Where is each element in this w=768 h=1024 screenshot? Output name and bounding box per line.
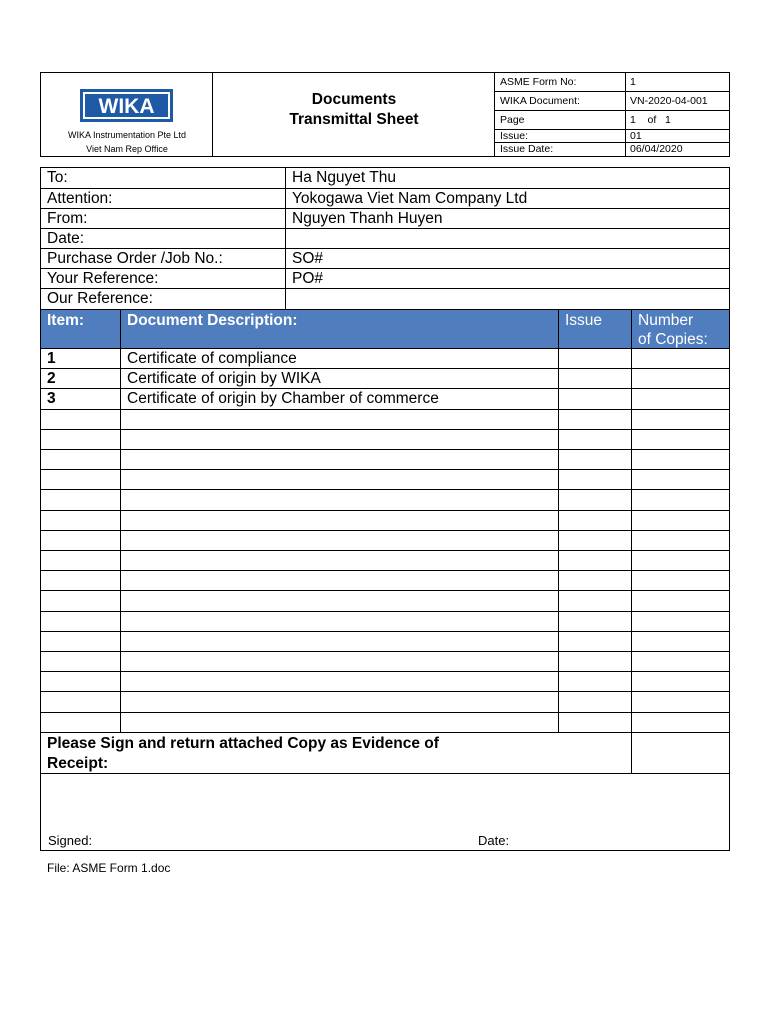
sign-instruction-row	[41, 733, 729, 774]
logo-cell	[41, 73, 213, 156]
item-description[interactable]	[121, 591, 559, 611]
item-number[interactable]	[41, 713, 121, 732]
transmittal-table	[40, 167, 730, 851]
meta-label: WIKA Document:	[495, 92, 626, 110]
item-number[interactable]	[41, 612, 121, 631]
item-number[interactable]	[41, 571, 121, 590]
item-issue[interactable]	[559, 571, 632, 590]
item-number[interactable]	[41, 632, 121, 651]
item-copies[interactable]	[632, 369, 729, 388]
info-label: Date:	[41, 229, 286, 248]
item-copies[interactable]	[632, 672, 729, 691]
sign-instruction	[41, 733, 632, 773]
column-header-copies-line1: Number	[638, 312, 694, 329]
date-label: Date:	[478, 833, 510, 848]
item-row	[41, 571, 729, 591]
item-issue[interactable]	[559, 410, 632, 429]
item-number[interactable]	[41, 531, 121, 550]
column-header-item: Item:	[41, 310, 121, 348]
meta-value: 1 of 1	[630, 114, 671, 126]
sign-check-cell[interactable]	[632, 733, 729, 773]
item-copies[interactable]	[632, 450, 729, 469]
item-row	[41, 591, 729, 612]
item-description[interactable]	[121, 410, 559, 429]
item-issue[interactable]	[559, 551, 632, 570]
meta-label: Issue Date:	[495, 143, 626, 156]
item-copies[interactable]	[632, 652, 729, 671]
item-number[interactable]	[41, 410, 121, 429]
item-copies[interactable]	[632, 531, 729, 550]
item-description[interactable]	[121, 430, 559, 449]
signed-label: Signed:	[48, 833, 93, 848]
info-label: Your Reference:	[41, 269, 286, 288]
item-number[interactable]	[41, 450, 121, 469]
company-name: WIKA Instrumentation Pte Ltd	[67, 130, 187, 140]
footer-file-name: File: ASME Form 1.doc	[47, 861, 171, 875]
meta-row-issue	[495, 130, 729, 143]
item-number[interactable]	[41, 591, 121, 611]
item-row	[41, 612, 729, 632]
item-row	[41, 470, 729, 490]
item-number[interactable]	[41, 470, 121, 489]
info-value[interactable]: Nguyen Thanh Huyen	[292, 210, 443, 227]
item-row	[41, 511, 729, 531]
item-description[interactable]	[121, 672, 559, 691]
item-issue[interactable]	[559, 349, 632, 368]
item-copies[interactable]	[632, 389, 729, 409]
sign-instruction-line2: Receipt:	[47, 755, 109, 772]
item-description[interactable]	[121, 531, 559, 550]
item-number[interactable]	[41, 692, 121, 712]
item-copies[interactable]	[632, 410, 729, 429]
document-header	[40, 72, 730, 157]
info-value[interactable]: Ha Nguyet Thu	[292, 169, 396, 186]
meta-label: Page	[495, 111, 626, 129]
item-issue[interactable]	[559, 511, 632, 530]
item-description[interactable]	[121, 470, 559, 489]
item-row	[41, 430, 729, 450]
item-description[interactable]	[121, 692, 559, 712]
item-description[interactable]	[121, 551, 559, 570]
item-row	[41, 692, 729, 713]
logo-text: WIKA	[98, 95, 155, 118]
info-value[interactable]: Yokogawa Viet Nam Company Ltd	[292, 190, 528, 207]
info-value[interactable]	[286, 229, 729, 248]
item-row	[41, 531, 729, 551]
item-number[interactable]	[41, 652, 121, 671]
item-description[interactable]	[121, 713, 559, 732]
meta-label: Issue:	[495, 130, 626, 142]
item-number[interactable]: 2	[41, 369, 121, 388]
document-meta-table	[495, 73, 729, 156]
item-row	[41, 389, 729, 410]
item-copies[interactable]	[632, 591, 729, 611]
item-row	[41, 713, 729, 733]
document-title-line2: Transmittal Sheet	[289, 111, 419, 128]
item-issue[interactable]	[559, 713, 632, 732]
item-row	[41, 672, 729, 692]
item-issue[interactable]	[559, 591, 632, 611]
item-copies[interactable]	[632, 511, 729, 530]
info-row-purchase-order	[41, 249, 729, 269]
info-row-our-reference	[41, 289, 729, 310]
item-issue[interactable]	[559, 531, 632, 550]
item-description[interactable]	[121, 511, 559, 530]
item-row	[41, 652, 729, 672]
item-row	[41, 349, 729, 369]
meta-value: 1	[630, 76, 636, 88]
item-number[interactable]: 3	[41, 389, 121, 409]
item-description[interactable]: Certificate of origin by WIKA	[121, 369, 559, 388]
item-row	[41, 632, 729, 652]
item-copies[interactable]	[632, 490, 729, 510]
meta-label: ASME Form No:	[495, 73, 626, 91]
item-row	[41, 410, 729, 430]
item-copies[interactable]	[632, 692, 729, 712]
column-header-issue: Issue	[559, 310, 632, 348]
item-copies[interactable]	[632, 632, 729, 651]
signature-area	[41, 774, 729, 850]
meta-row-form-no	[495, 73, 729, 92]
sign-instruction-line1: Please Sign and return attached Copy as Evidence of	[47, 735, 439, 752]
item-copies[interactable]	[632, 713, 729, 732]
item-issue[interactable]	[559, 450, 632, 469]
item-copies[interactable]	[632, 571, 729, 590]
info-row-your-reference	[41, 269, 729, 289]
meta-row-issue-date	[495, 143, 729, 156]
item-description[interactable]	[121, 490, 559, 510]
meta-row-document	[495, 92, 729, 111]
info-row-from	[41, 209, 729, 229]
meta-row-page	[495, 111, 729, 130]
item-copies[interactable]	[632, 612, 729, 631]
item-issue[interactable]	[559, 692, 632, 712]
item-number[interactable]	[41, 511, 121, 530]
meta-value: 06/04/2020	[630, 143, 683, 155]
item-issue[interactable]	[559, 612, 632, 631]
info-label: From:	[41, 209, 286, 228]
meta-value: VN-2020-04-001	[630, 95, 708, 107]
info-row-date	[41, 229, 729, 249]
title-cell	[213, 73, 495, 156]
item-description[interactable]	[121, 652, 559, 671]
item-copies[interactable]	[632, 470, 729, 489]
item-number[interactable]: 1	[41, 349, 121, 368]
item-issue[interactable]	[559, 369, 632, 388]
item-number[interactable]	[41, 672, 121, 691]
column-header-copies-line2: of Copies:	[638, 331, 708, 348]
info-label: Attention:	[41, 189, 286, 208]
item-issue[interactable]	[559, 430, 632, 449]
item-description[interactable]	[121, 632, 559, 651]
item-description[interactable]	[121, 450, 559, 469]
item-description[interactable]: Certificate of compliance	[121, 349, 559, 368]
item-number[interactable]	[41, 551, 121, 570]
item-issue[interactable]	[559, 672, 632, 691]
info-row-attention	[41, 189, 729, 209]
document-title-line1: Documents	[311, 91, 397, 108]
item-description[interactable]	[121, 612, 559, 631]
info-label: To:	[41, 168, 286, 188]
info-value[interactable]: SO#	[292, 250, 324, 267]
item-copies[interactable]	[632, 551, 729, 570]
item-number[interactable]	[41, 490, 121, 510]
item-row	[41, 450, 729, 470]
item-number[interactable]	[41, 430, 121, 449]
item-issue[interactable]	[559, 632, 632, 651]
item-issue[interactable]	[559, 490, 632, 510]
item-row	[41, 551, 729, 571]
column-header-copies	[632, 310, 729, 348]
info-label: Purchase Order /Job No.:	[41, 249, 286, 268]
column-header-row	[41, 310, 729, 349]
info-value[interactable]: PO#	[292, 270, 324, 287]
item-copies[interactable]	[632, 430, 729, 449]
item-copies[interactable]	[632, 349, 729, 368]
item-issue[interactable]	[559, 470, 632, 489]
column-header-description: Document Description:	[121, 310, 559, 348]
wika-logo	[80, 89, 173, 122]
item-description[interactable]: Certificate of origin by Chamber of commerce	[121, 389, 559, 409]
company-office: Viet Nam Rep Office	[86, 144, 168, 154]
item-row	[41, 369, 729, 389]
item-row	[41, 490, 729, 511]
info-value[interactable]	[286, 289, 729, 309]
info-row-to	[41, 168, 729, 189]
item-description[interactable]	[121, 571, 559, 590]
info-label: Our Reference:	[41, 289, 286, 309]
item-issue[interactable]	[559, 389, 632, 409]
meta-value: 01	[630, 130, 642, 142]
item-issue[interactable]	[559, 652, 632, 671]
